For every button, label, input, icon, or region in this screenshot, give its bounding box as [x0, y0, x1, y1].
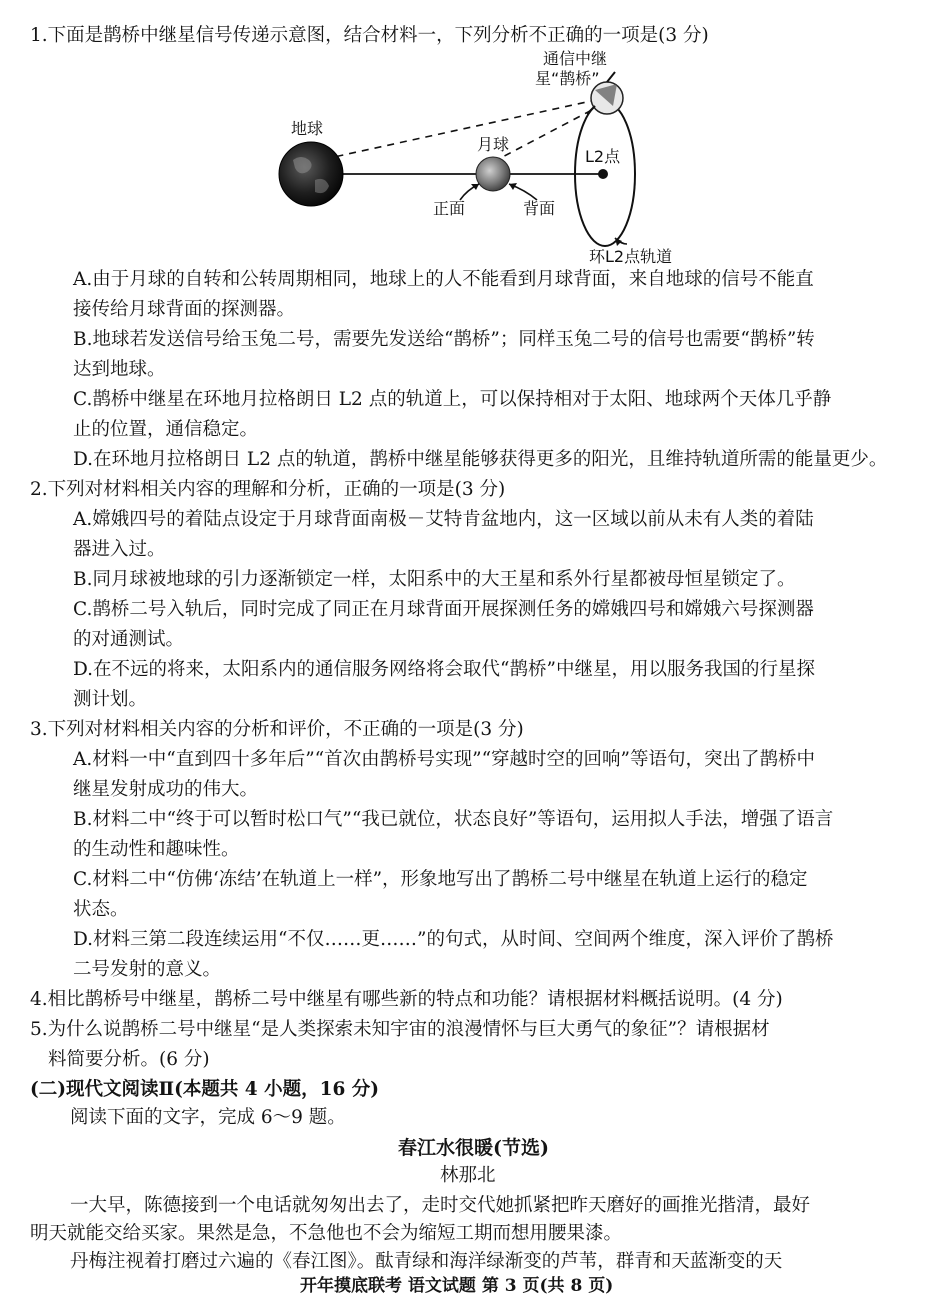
moon-label: 月球: [477, 135, 510, 154]
q1-option-a-cont: 接传给月球背面的探测器。: [73, 299, 296, 320]
paragraph-2: 丹梅注视着打磨过六遍的《春江图》。酞青绿和海洋绿渐变的芦苇，群青和天蓝渐变的天: [70, 1251, 783, 1272]
q2-option-b: B.同月球被地球的引力逐渐锁定一样，太阳系中的大王星和系外行星都被母恒星锁定了。: [73, 569, 796, 590]
q3-stem: 3.下列对材料相关内容的分析和评价，不正确的一项是(3 分): [30, 719, 524, 740]
moon-icon: [476, 157, 510, 191]
q3-option-d-cont: 二号发射的意义。: [73, 959, 222, 980]
l2-point: [598, 169, 608, 179]
q1-option-b-cont: 达到地球。: [73, 359, 166, 380]
q4-stem: 4.相比鹊桥号中继星，鹊桥二号中继星有哪些新的特点和功能？请根据材料概括说明。(4 分): [30, 989, 783, 1010]
q3-option-d: D.材料三第二段连续运用“不仅……更……”的句式，从时间、空间两个维度，深入评价了鹊桥: [73, 929, 834, 950]
earth-label: 地球: [291, 119, 324, 138]
article-title: 春江水很暖(节选): [398, 1137, 549, 1159]
q1-option-a: A.由于月球的自转和公转周期相同，地球上的人不能看到月球背面，来自地球的信号不能直: [73, 269, 814, 290]
q1-option-b: B.地球若发送信号给玉兔二号，需要先发送给“鹊桥”；同样玉兔二号的信号也需要“鹊桥”转: [73, 329, 815, 350]
relay-label-1: 通信中继: [543, 50, 608, 68]
q3-option-a-cont: 继星发射成功的伟大。: [73, 779, 259, 800]
l2-label: L2点: [585, 147, 621, 166]
relay-diagram: [255, 50, 675, 270]
section-heading: (二)现代文阅读Ⅱ(本题共 4 小题，16 分): [30, 1079, 380, 1100]
q3-option-b-cont: 的生动性和趣味性。: [73, 839, 240, 860]
q2-option-a-cont: 器进入过。: [73, 539, 166, 560]
q3-option-a: A.材料一中“直到四十多年后”“首次由鹊桥号实现”“穿越时空的回响”等语句，突出了鹊桥中: [73, 749, 815, 770]
q1-stem: 1.下面是鹊桥中继星信号传递示意图，结合材料一，下列分析不正确的一项是(3 分): [30, 25, 709, 46]
q5-stem-cont: 料简要分析。(6 分): [48, 1049, 210, 1070]
q2-stem: 2.下列对材料相关内容的理解和分析，正确的一项是(3 分): [30, 479, 506, 500]
q1-option-d: D.在环地月拉格朗日 L2 点的轨道，鹊桥中继星能够获得更多的阳光，且维持轨道所需的能量更少。: [73, 449, 888, 470]
signal-earth-relay: [311, 98, 605, 162]
front-label: 正面: [433, 199, 466, 218]
q2-option-d-cont: 测计划。: [73, 689, 148, 710]
q2-option-a: A.嫦娥四号的着陆点设定于月球背面南极－艾特肯盆地内，这一区域以前从未有人类的着陆: [73, 509, 814, 530]
q3-option-c: C.材料二中“仿佛‘冻结’在轨道上一样”，形象地写出了鹊桥二号中继星在轨道上运行的稳定: [73, 869, 808, 890]
back-label: 背面: [523, 199, 556, 218]
orbit-label: 环L2点轨道: [589, 247, 673, 266]
q1-option-c-cont: 止的位置，通信稳定。: [73, 419, 259, 440]
article-author: 林那北: [440, 1165, 496, 1186]
earth-icon: [279, 142, 343, 206]
q3-option-b: B.材料二中“终于可以暂时松口气”“我已就位，状态良好”等语句，运用拟人手法，增强了语言: [73, 809, 834, 830]
page-footer: 开年摸底联考 语文试题 第 3 页(共 8 页): [300, 1276, 614, 1296]
q2-option-c: C.鹊桥二号入轨后，同时完成了同正在月球背面开展探测任务的嫦娥四号和嫦娥六号探测器: [73, 599, 814, 620]
q2-option-d: D.在不远的将来，太阳系内的通信服务网络将会取代“鹊桥”中继星，用以服务我国的行星探: [73, 659, 815, 680]
paragraph-1: 一大早，陈德接到一个电话就匆匆出去了，走时交代她抓紧把昨天磨好的画推光揩清，最好: [70, 1195, 811, 1216]
q3-option-c-cont: 状态。: [73, 899, 129, 920]
paragraph-1-cont: 明天就能交给买家。果然是急，不急他也不会为缩短工期而想用腰果漆。: [30, 1223, 623, 1244]
q2-option-c-cont: 的对通测试。: [73, 629, 185, 650]
section-instruction: 阅读下面的文字，完成 6～9 题。: [70, 1107, 346, 1128]
q5-stem: 5.为什么说鹊桥二号中继星“是人类探索未知宇宙的浪漫情怀与巨大勇气的象征”？请根据材: [30, 1019, 770, 1040]
q1-option-c: C.鹊桥中继星在环地月拉格朗日 L2 点的轨道上，可以保持相对于太阳、地球两个天体几乎静: [73, 389, 832, 410]
relay-label-2: 星“鹊桥”: [535, 69, 600, 88]
